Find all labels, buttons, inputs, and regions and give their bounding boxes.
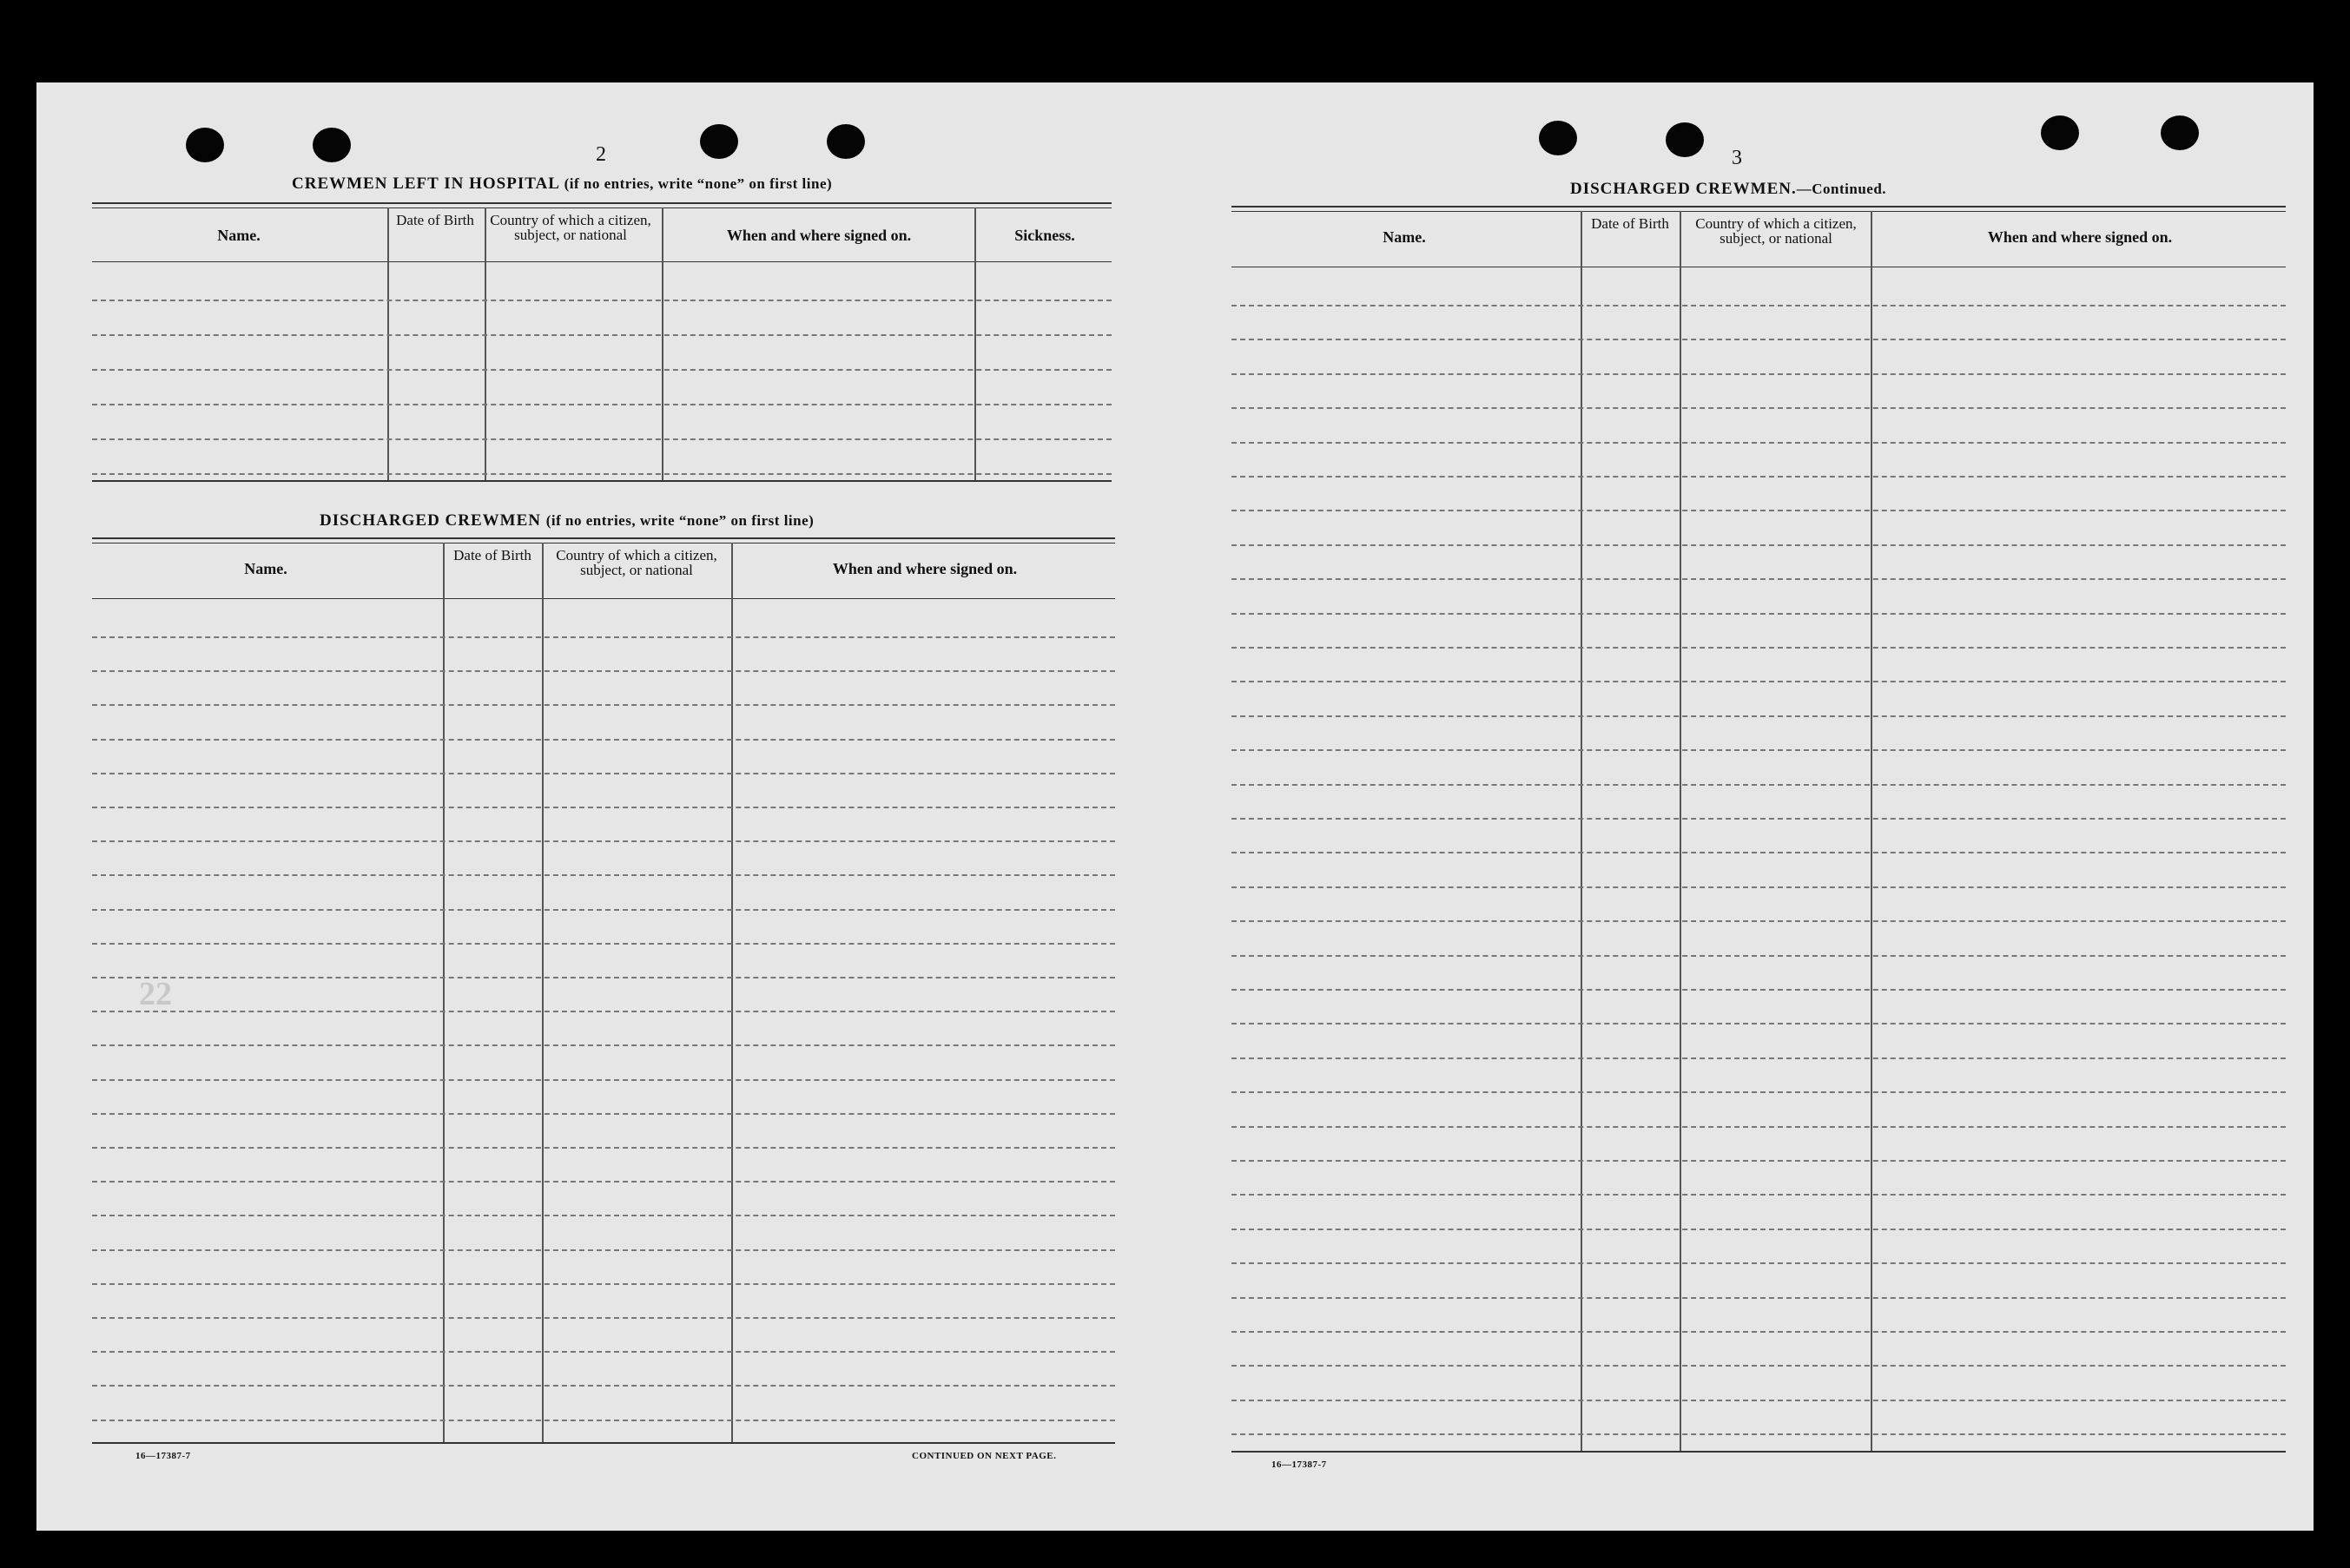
blank-entry-line [92,807,1115,808]
blank-entry-line [92,1215,1115,1216]
blank-entry-line [92,977,1115,978]
discharged-table-right [1231,206,2286,1454]
blank-entry-line [1231,578,2286,580]
blank-entry-line [92,840,1115,842]
blank-entry-line [1231,989,2286,991]
page-number-right: 3 [1732,147,1742,169]
blank-entry-line [1231,818,2286,820]
blank-entry-line [92,1420,1115,1421]
punch-hole [313,128,351,162]
punch-hole [1666,122,1704,157]
blank-entry-line [1231,852,2286,853]
blank-entry-line [92,1011,1115,1012]
blank-entry-line [1231,442,2286,444]
continued-note: CONTINUED ON NEXT PAGE. [912,1451,1057,1461]
col-signed-on: When and where signed on. [726,227,912,244]
blank-entry-line [1231,715,2286,717]
form-sheet [36,82,2314,1531]
discharged-continued-title: DISCHARGED CREWMEN.—Continued. [1570,180,1887,198]
blank-entry-line [1231,544,2286,546]
col-name: Name. [244,560,287,577]
blank-entry-line [1231,955,2286,957]
hospital-section-title: CREWMEN LEFT IN HOSPITAL (if no entries, write “none” on first line) [292,175,833,193]
blank-entry-line [1231,1194,2286,1196]
blank-entry-line [1231,1365,2286,1367]
blank-entry-line [92,1079,1115,1081]
blank-entry-line [1231,305,2286,306]
blank-entry-line [1231,1023,2286,1024]
blank-entry-line [1231,373,2286,375]
blank-entry-line [92,1113,1115,1115]
blank-entry-line [92,670,1115,672]
col-country: Country of which a citizen, subject, or national [490,212,651,243]
blank-entry-line [1231,920,2286,922]
blank-entry-line [92,636,1115,638]
blank-entry-line [92,1147,1115,1149]
page-number-left: 2 [596,143,606,166]
blank-entry-line [1231,1126,2286,1128]
discharged-table-left [92,537,1115,1446]
col-country: Country of which a citizen, subject, or national [1695,215,1857,247]
blank-entry-line [1231,1057,2286,1059]
col-signed-on: When and where signed on. [832,560,1018,577]
blank-entry-line [92,1044,1115,1046]
blank-entry-line [92,704,1115,706]
blank-entry-line [1231,1400,2286,1401]
form-number-left: 16—17387-7 [135,1451,191,1461]
blank-entry-line [1231,749,2286,751]
blank-entry-line [92,773,1115,774]
col-date-of-birth: Date of Birth [453,547,531,563]
blank-entry-line [92,1351,1115,1353]
blank-entry-line [1231,681,2286,682]
col-sickness: Sickness. [1014,227,1075,244]
blank-entry-line [1231,510,2286,511]
form-number-right: 16—17387-7 [1271,1459,1327,1470]
punch-hole [827,124,865,159]
blank-entry-line [1231,1297,2286,1299]
hospital-table [92,202,1112,482]
blank-entry-line [92,1249,1115,1251]
blank-entry-line [1231,647,2286,649]
blank-entry-line [92,1283,1115,1285]
blank-entry-line [1231,476,2286,478]
col-date-of-birth: Date of Birth [1591,215,1669,232]
blank-entry-line [1231,886,2286,888]
blank-entry-line [1231,784,2286,786]
col-signed-on: When and where signed on. [1987,228,2173,246]
blank-entry-line [92,909,1115,911]
punch-hole [700,124,738,159]
blank-entry-line [92,739,1115,741]
col-country: Country of which a citizen, subject, or national [556,547,717,578]
blank-entry-line [92,874,1115,876]
col-date-of-birth: Date of Birth [396,212,474,228]
blank-entry-line [1231,1331,2286,1333]
blank-entry-line [92,1385,1115,1387]
blank-entry-line [1231,1160,2286,1162]
punch-hole [1539,121,1577,155]
punch-hole [2041,115,2079,150]
punch-hole [2161,115,2199,150]
blank-entry-line [1231,407,2286,409]
blank-entry-line [1231,1433,2286,1435]
blank-entry-line [1231,1229,2286,1230]
faint-mark: 22 [139,976,172,1012]
blank-entry-line [1231,339,2286,340]
punch-hole [186,128,224,162]
col-name: Name. [1383,228,1426,246]
blank-entry-line [1231,1262,2286,1264]
col-name: Name. [217,227,261,244]
blank-entry-line [92,1317,1115,1319]
blank-entry-line [92,1181,1115,1183]
blank-entry-line [1231,1091,2286,1093]
blank-entry-line [92,943,1115,945]
blank-entry-line [1231,613,2286,615]
discharged-section-title: DISCHARGED CREWMEN (if no entries, write “none” on first line) [320,511,815,530]
